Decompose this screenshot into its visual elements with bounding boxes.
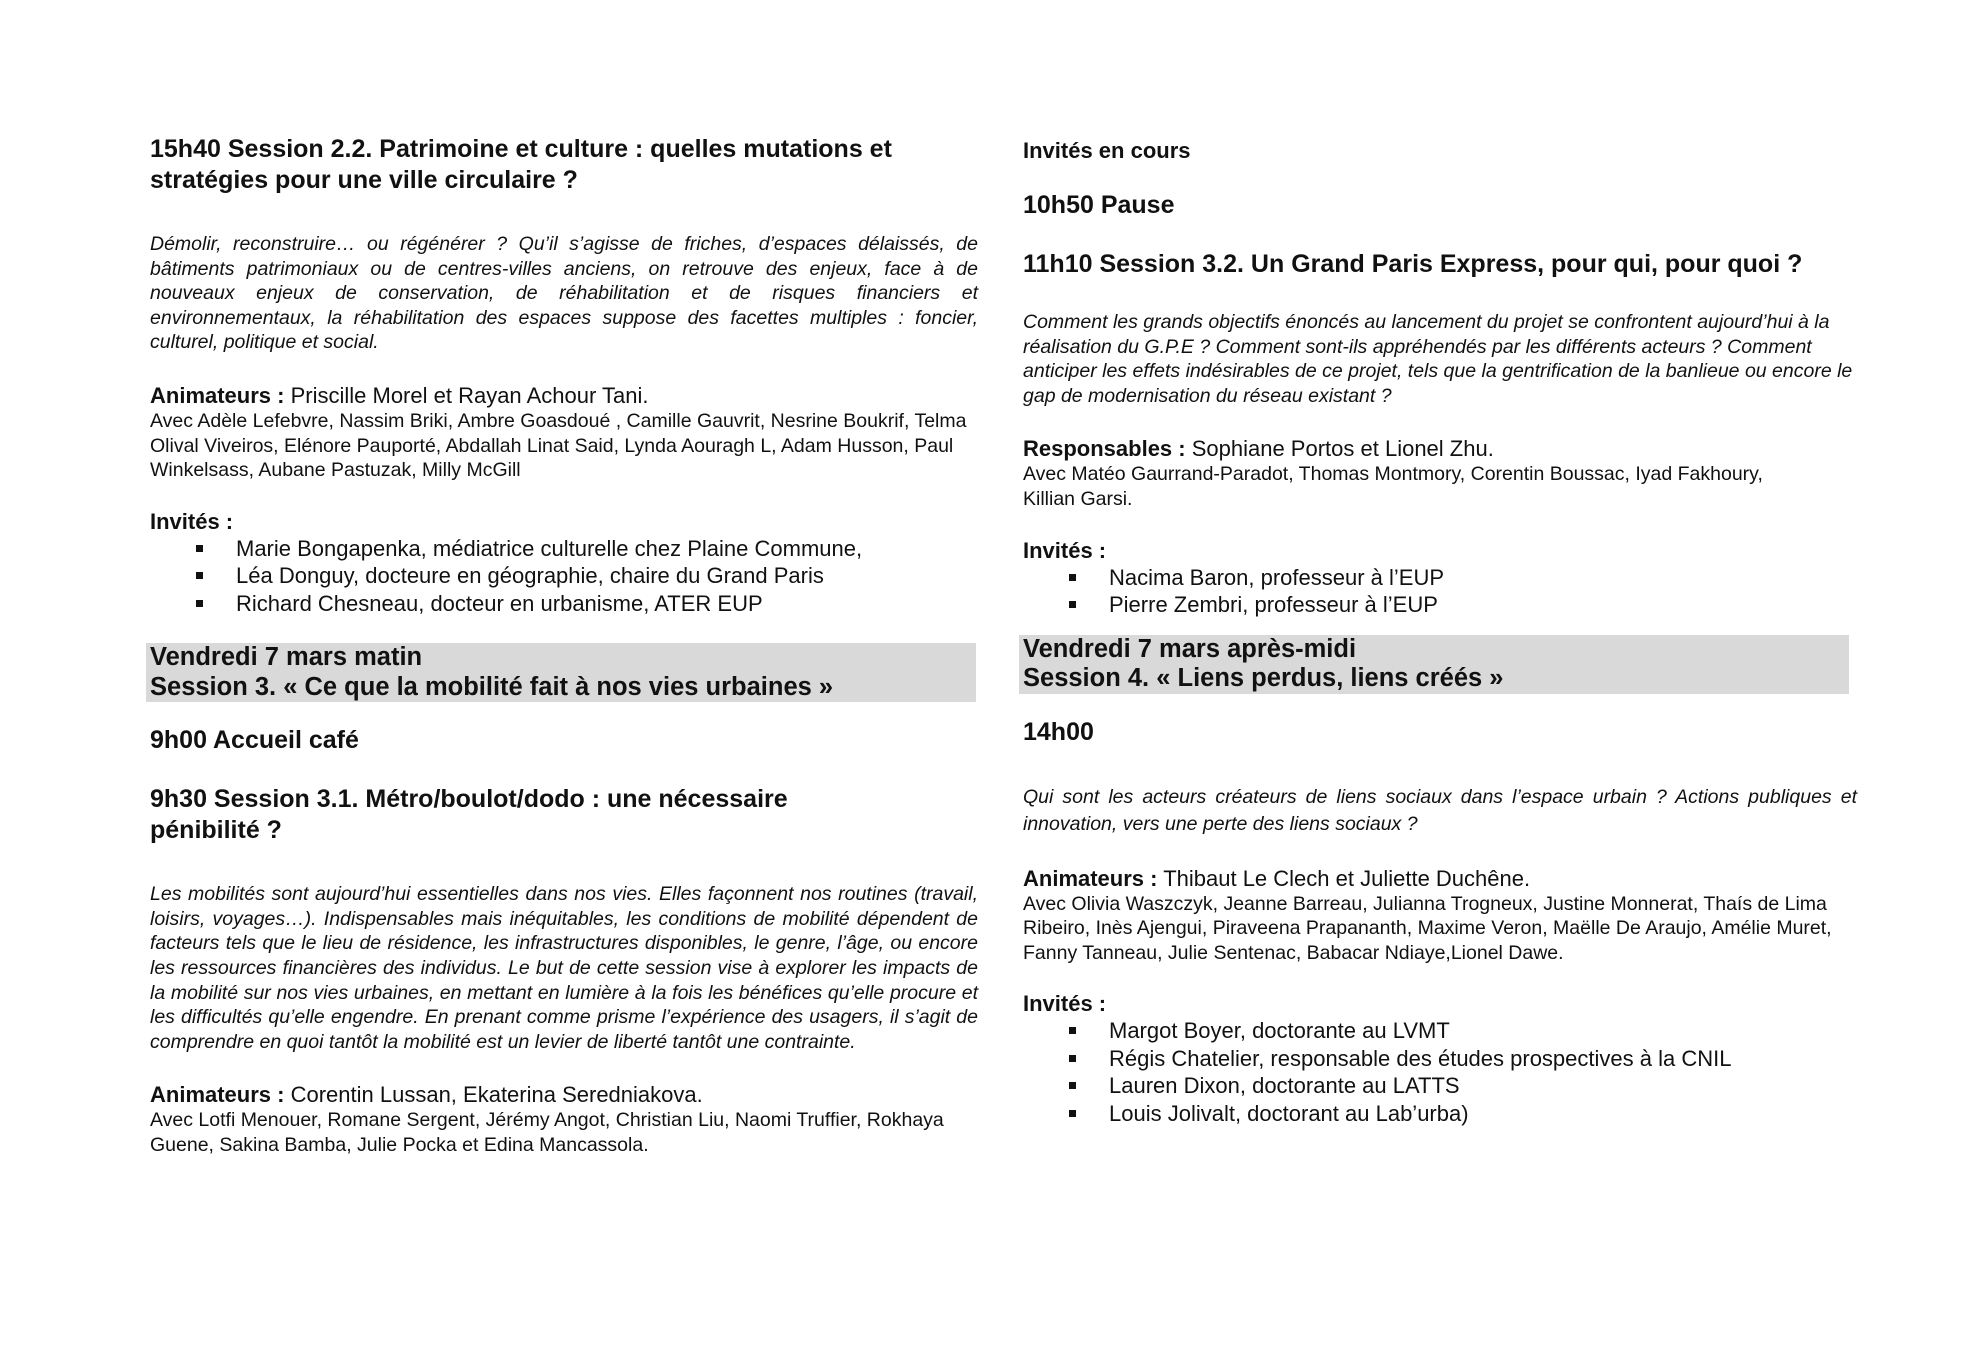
session-3-1-description: Les mobilités sont aujourd’hui essentielles dans nos vies. Elles façonnent nos routines (travail, loisirs, voyages…). Indispensables mais inéquitables, les conditions de mobilité dépendent de facteurs tels que le lieu de résidence, les infrastructures disponibles, le genre, l’âge, ou encore les ressources financières des individus. Le but de cette session vise à explorer les impacts de la mobilité sur nos vies urbaines, en mettant en lumière à la fois les bénéfices qu’elle procure et les difficultés qu’elle engendre. En prenant comme prisme l’expérience des usagers, il s’agit de comprendre en quoi tantôt la mobilité est un levier de liberté tantôt une contrainte. [150,883,978,1053]
left-column [150,134,978,1184]
day-banner-friday-morning [146,643,976,702]
session-3-2-invites-label: Invités : [1023,537,1107,563]
animators-names: Priscille Morel et Rayan Achour Tani. [284,382,649,408]
square-bullet-icon [196,545,203,552]
session-4-invites-label: Invités : [1023,991,1107,1017]
invites-pending: Invités en cours [1023,138,1191,163]
list-item: Lauren Dixon, doctorante au LATTS [1023,1072,1857,1100]
session-4-animators [1023,865,1857,892]
session-2-2-description: Démolir, reconstruire… ou régénérer ? Qu’il s’agisse de friches, d’espaces délaissés, de bâtiments patrimoniaux ou de centres-villes anciens, on retrouve des enjeux, face à de nouveaux enjeux de conservation, de réhabilitation et de risques financiers et environnementaux, la réhabilitation des espaces suppose des facettes multiples : foncier, culturel, politique et social. [150,233,978,354]
session-3-2-invites-list [1023,564,1857,619]
day-banner-date: Vendredi 7 mars après-midi [1023,634,1357,663]
day-banner-session: Session 4. « Liens perdus, liens créés » [1023,664,1504,693]
session-4-time: 14h00 [1023,717,1094,746]
day-banner-date: Vendredi 7 mars matin [150,643,423,672]
session-2-2-animators [150,382,978,409]
list-item: Louis Jolivalt, doctorant au Lab’urba) [1023,1100,1857,1128]
list-item: Richard Chesneau, docteur en urbanisme, ATER EUP [150,590,978,618]
list-item: Marie Bongapenka, médiatrice culturelle chez Plaine Commune, [150,535,978,563]
animators-names: Thibaut Le Clech et Juliette Duchêne. [1157,865,1531,891]
list-item: Régis Chatelier, responsable des études prospectives à la CNIL [1023,1045,1857,1073]
session-2-2-invites-list [150,535,978,618]
square-bullet-icon [1069,1055,1076,1062]
list-item: Margot Boyer, doctorante au LVMT [1023,1017,1857,1045]
session-3-1-members: Avec Lotfi Menouer, Romane Sergent, Jérémy Angot, Christian Liu, Naomi Truffier, Rokhaya Guene, Sakina Bamba, Julie Pocka et Edina Mancassola. [150,1109,944,1156]
animators-names: Corentin Lussan, Ekaterina Seredniakova. [284,1082,703,1108]
session-2-2-invites-label: Invités : [150,508,234,534]
list-item: Pierre Zembri, professeur à l’EUP [1023,591,1857,619]
square-bullet-icon [196,600,203,607]
day-banner-friday-afternoon [1019,635,1849,694]
list-item: Nacima Baron, professeur à l’EUP [1023,564,1857,592]
animators-label: Animateurs : [150,1082,285,1108]
responsables-label: Responsables : [1023,436,1186,462]
square-bullet-icon [1069,1082,1076,1089]
session-3-2-members: Avec Matéo Gaurrand-Paradot, Thomas Montmory, Corentin Boussac, Iyad Fakhoury, Killian Garsi. [1023,463,1763,510]
session-4-description: Qui sont les acteurs créateurs de liens sociaux dans l’espace urbain ? Actions publiques et innovation, vers une perte des liens sociaux ? [1023,785,1857,835]
list-item: Léa Donguy, docteure en géographie, chaire du Grand Paris [150,562,978,590]
animators-label: Animateurs : [1023,865,1158,891]
square-bullet-icon [196,572,203,579]
session-4-invites-list [1023,1017,1857,1127]
session-3-2-title: 11h10 Session 3.2. Un Grand Paris Express, pour qui, pour quoi ? [1023,250,1803,278]
square-bullet-icon [1069,1110,1076,1117]
right-column [1023,138,1857,1127]
session-3-1-title: 9h30 Session 3.1. Métro/boulot/dodo : une nécessaire pénibilité ? [150,785,788,845]
responsables-names: Sophiane Portos et Lionel Zhu. [1185,436,1494,462]
welcome-coffee: 9h00 Accueil café [150,726,359,755]
square-bullet-icon [1069,1027,1076,1034]
session-3-2-responsables [1023,435,1857,462]
square-bullet-icon [1069,574,1076,581]
pause: 10h50 Pause [1023,191,1175,219]
session-3-2-description: Comment les grands objectifs énoncés au lancement du projet se confrontent aujourd’hui à la réalisation du G.P.E ? Comment sont-ils appréhendés par les différents acteurs ? Comment anticiper les effets indésirables de ce projet, tels que la gentrification de la banlieue ou encore le gap de modernisation du réseau existant ? [1023,311,1853,407]
animators-label: Animateurs : [150,382,285,408]
day-banner-session: Session 3. « Ce que la mobilité fait à nos vies urbaines » [150,672,834,701]
session-3-1-animators [150,1081,978,1108]
square-bullet-icon [1069,601,1076,608]
session-4-members: Avec Olivia Waszczyk, Jeanne Barreau, Julianna Trogneux, Justine Monnerat, Thaís de Lima Ribeiro, Inès Ajengui, Piraveena Prapananth, Maxime Veron, Maëlle De Araujo, Amélie Muret, Fanny Tanneau, Julie Sentenac, Babacar Ndiaye,Lionel Dawe. [1023,892,1832,964]
session-2-2-title: 15h40 Session 2.2. Patrimoine et culture : quelles mutations et stratégies pour une ville circulaire ? [150,135,892,194]
session-2-2-members: Avec Adèle Lefebvre, Nassim Briki, Ambre Goasdoué , Camille Gauvrit, Nesrine Boukrif, Telma Olival Viveiros, Elénore Pauporté, Abdallah Linat Said, Lynda Aouragh L, Adam Husson, Paul Winkelsass, Aubane Pastuzak, Milly McGill [150,409,967,482]
